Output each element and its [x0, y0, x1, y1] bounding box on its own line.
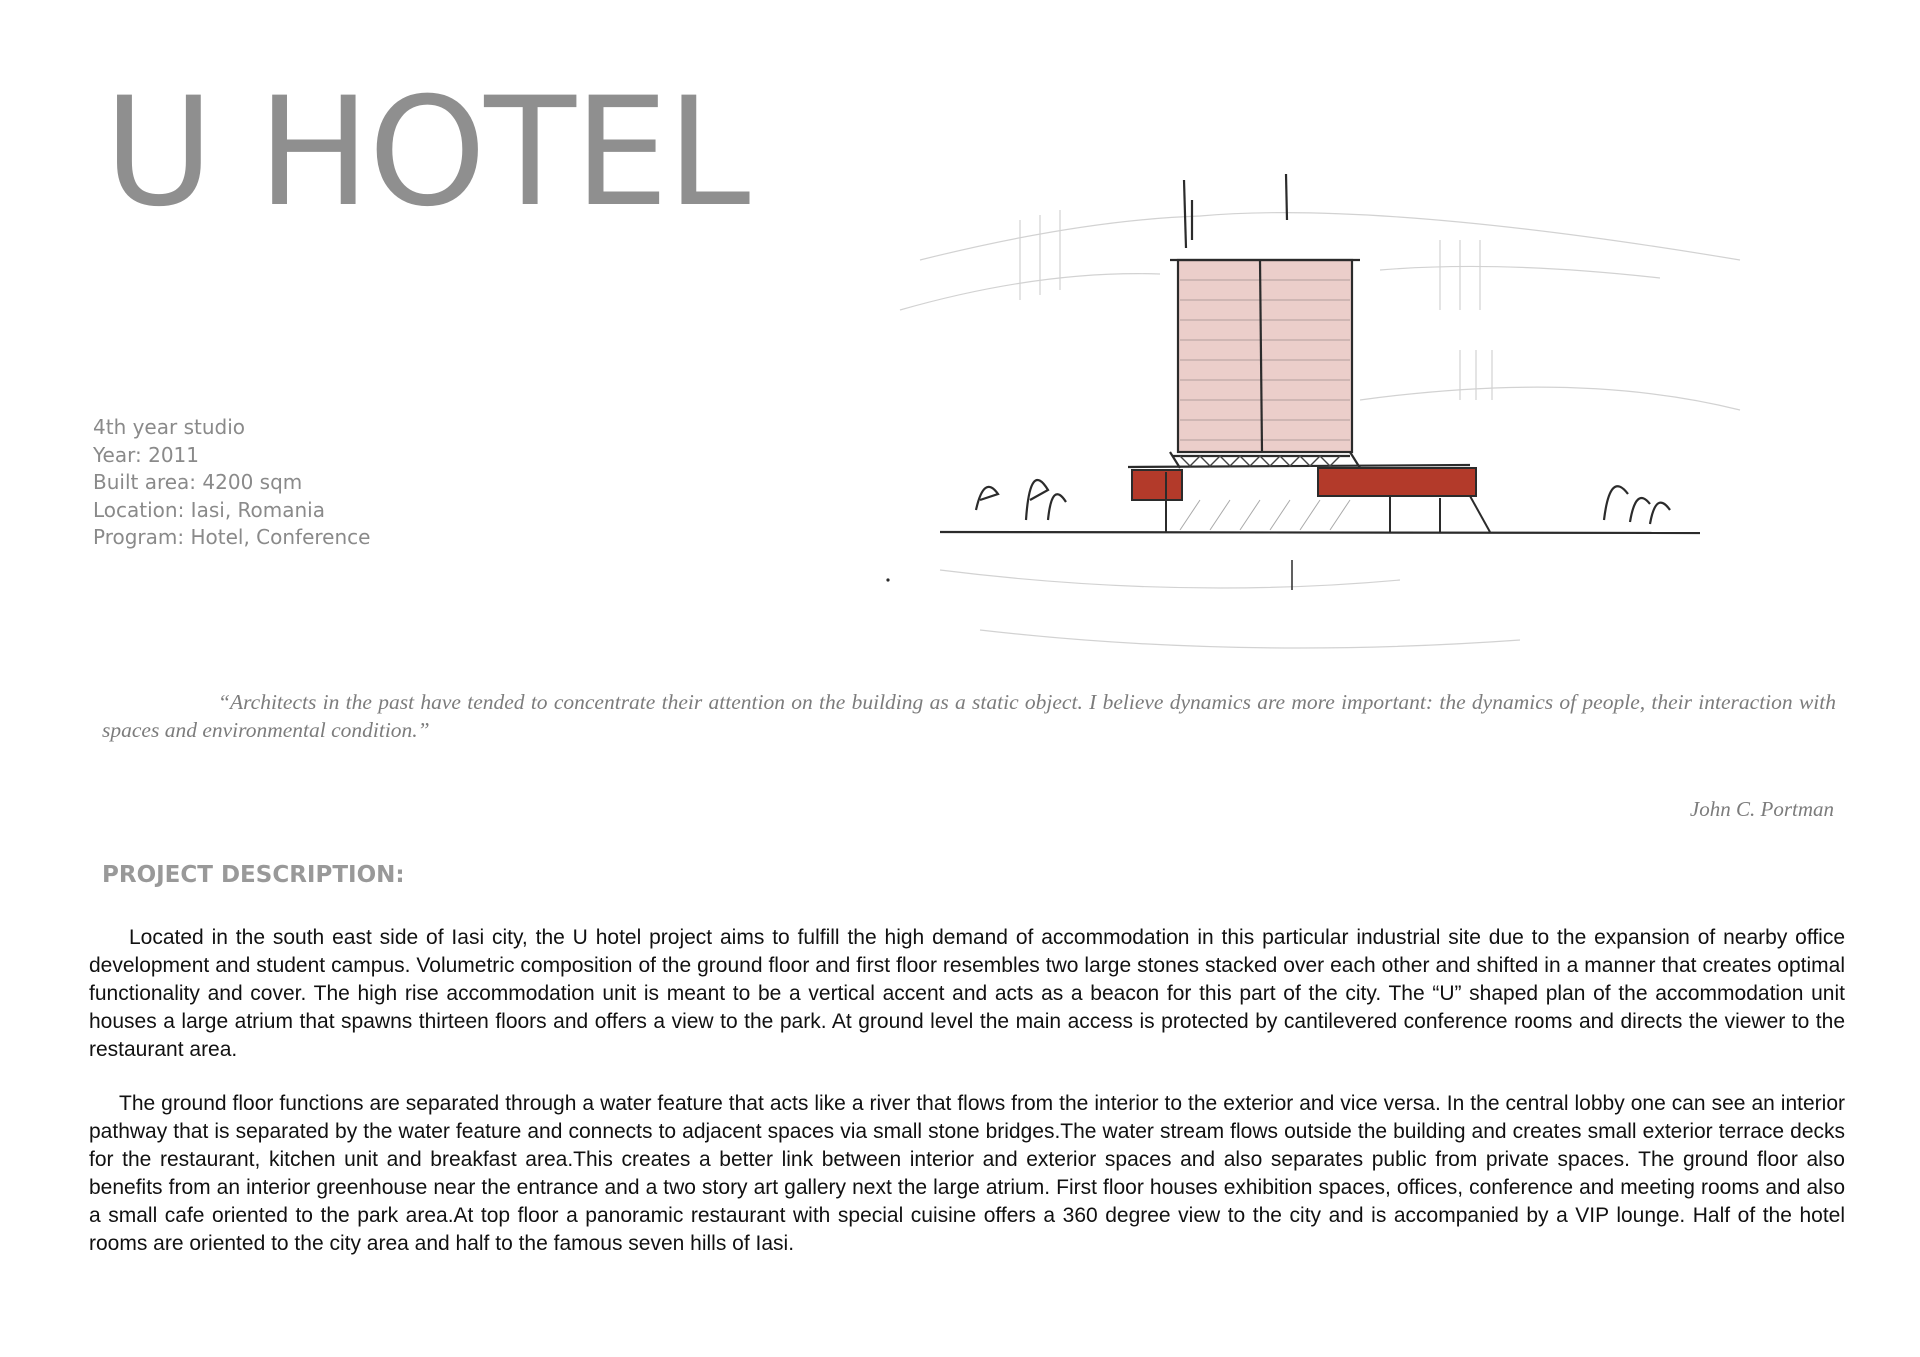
quote-text: “Architects in the past have tended to concentrate their attention on the building as a static object. I believe dynamics are more important: the dynamics of people, their interaction with spaces and environmental condition.”: [102, 690, 1836, 742]
description-paragraph: Located in the south east side of Iasi city, the U hotel project aims to fulfill the high demand of accommodation in this particular industrial site due to the expansion of nearby office development and student campus. Volumetric composition of the ground floor and first floor resembles two large stones stacked over each other and shifted in a manner that creates optimal functionality and cover. The high rise accommodation unit is meant to be a vertical accent and acts as a beacon for this part of the city. The “U” shaped plan of the accommodation unit houses a large atrium that spawns thirteen floors and offers a view to the park. At ground level the main access is protected by cantilevered conference rooms and directs the viewer to the restaurant area.: [89, 926, 1845, 1061]
program-label: Program: Hotel, Conference: [93, 525, 371, 549]
section-heading: PROJECT DESCRIPTION:: [102, 862, 405, 888]
location-label: Location: Iasi, Romania: [93, 497, 325, 522]
quote-author: John C. Portman: [1689, 797, 1834, 821]
page-title: U HOTEL: [104, 66, 749, 240]
year-label: Year: 2011: [93, 442, 199, 467]
project-info: [93, 414, 513, 552]
studio-label: 4th year studio: [93, 415, 246, 439]
building-sketch: [880, 160, 1760, 680]
area-label: Built area: 4200 sqm: [93, 470, 303, 494]
description-paragraph: The ground floor functions are separated through a water feature that acts like a river that flows from the interior to the exterior and vice versa. In the central lobby one can see an interior pathway that is separated by the water feature and connects to adjacent spaces via small stone bridges.The water stream flows outside the building and creates small exterior terrace decks for the restaurant, kitchen unit and breakfast area.This creates a better link between interior and exterior spaces and also separates public from private spaces. The ground floor also benefits from an interior greenhouse near the entrance and a two story art gallery next the large atrium. First floor houses exhibition spaces, offices, conference and meeting rooms and also a small cafe oriented to the park area.At top floor a panoramic restaurant with special cuisine offers a 360 degree view to the city and is accompanied by a VIP lounge. Half of the hotel rooms are oriented to the city area and half to the famous seven hills of Iasi.: [89, 1092, 1845, 1255]
